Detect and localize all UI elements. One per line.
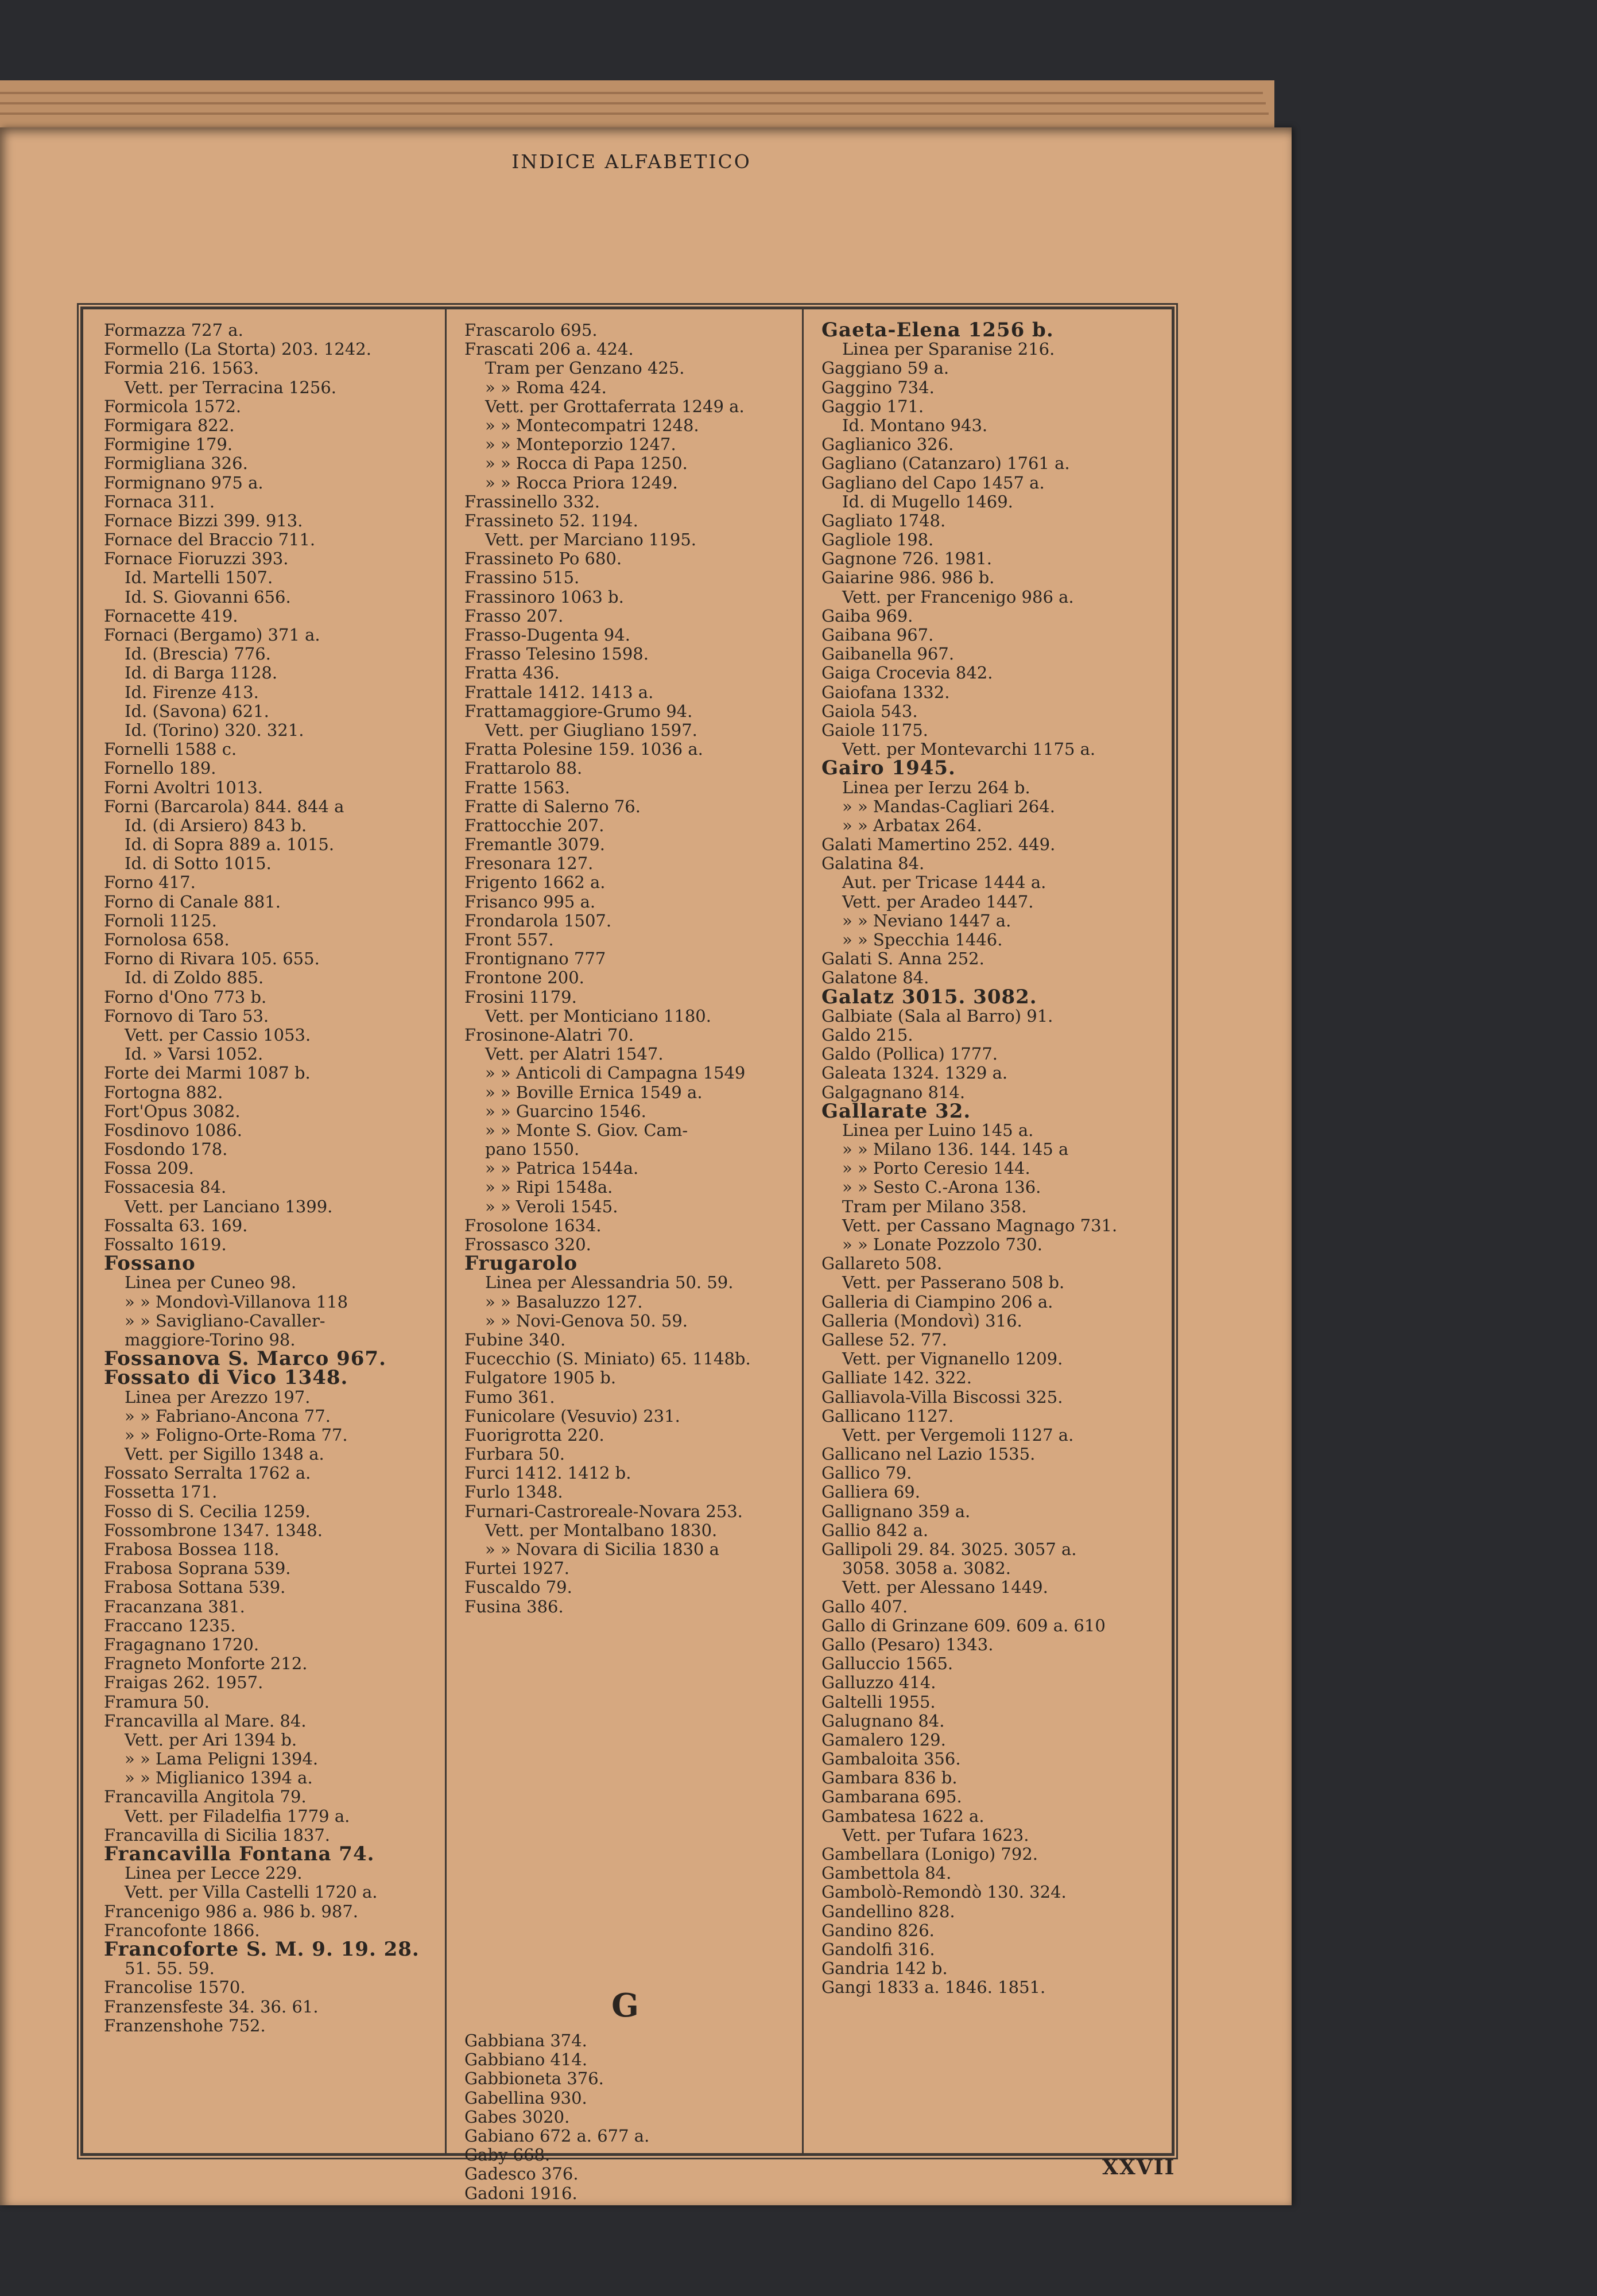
index-entry: Fraccano 1235. (104, 1615, 236, 1635)
index-entry: Furtei 1927. (464, 1558, 569, 1578)
page-edge (0, 102, 1266, 104)
index-entry: Frassinello 332. (464, 491, 600, 511)
index-entry: Frondarola 1507. (464, 910, 612, 930)
index-entry: Vett. per Sigillo 1348 a. (125, 1444, 324, 1464)
index-entry: » » Montecompatri 1248. (485, 415, 699, 435)
index-entry: Fornaci (Bergamo) 371 a. (104, 625, 320, 645)
index-entry: Vett. per Francenigo 986 a. (842, 587, 1074, 607)
index-entry: Galliavola-Villa Biscossi 325. (821, 1387, 1063, 1407)
index-entry: » » Rocca Priora 1249. (485, 472, 678, 492)
index-entry: » » Lonate Pozzolo 730. (842, 1235, 1042, 1254)
index-entry: » » Porto Ceresio 144. (842, 1158, 1030, 1178)
index-entry: Id. di Sopra 889 a. 1015. (125, 835, 335, 855)
index-entry: Vett. per Ari 1394 b. (125, 1729, 297, 1750)
index-entry: Gambatesa 1622 a. (821, 1806, 984, 1826)
index-entry: Galugnano 84. (821, 1711, 945, 1731)
index-entry: Id. di Mugello 1469. (842, 491, 1013, 511)
index-entry: Fossacesia 84. (104, 1177, 227, 1197)
index-entry: 51. 55. 59. (125, 1958, 215, 1979)
index-column-2 (464, 320, 820, 2203)
index-entry: Linea per Luino 145 a. (842, 1120, 1034, 1140)
index-entry: Galgagnano 814. (821, 1082, 966, 1102)
index-entry: Fossetta 171. (104, 1482, 218, 1502)
index-entry: Fort'Opus 3082. (104, 1101, 241, 1121)
index-entry: Gambara 836 b. (821, 1768, 958, 1788)
index-entry: Fossano (104, 1252, 196, 1275)
index-entry: Galatina 84. (821, 854, 925, 874)
index-entry: Galliate 142. 322. (821, 1368, 972, 1388)
index-entry: » » Savigliano-Cavaller- (125, 1310, 325, 1331)
index-entry: Gandellino 828. (821, 1901, 955, 1921)
index-entry: Linea per Cuneo 98. (125, 1273, 297, 1293)
index-entry: Gabellina 930. (464, 2088, 587, 2108)
index-entry: » » Lama Peligni 1394. (125, 1749, 319, 1769)
index-entry: Frasso Telesino 1598. (464, 644, 649, 664)
index-entry: Forno d'Ono 773 b. (104, 987, 267, 1007)
index-entry: Francavilla Fontana 74. (104, 1843, 375, 1865)
index-entry: Frosinone-Alatri 70. (464, 1025, 634, 1045)
index-entry: Gaiga Crocevia 842. (821, 663, 993, 683)
index-entry: Fumo 361. (464, 1387, 555, 1407)
index-column-1 (104, 321, 506, 2142)
index-entry: Gadoni 1916. (464, 2183, 577, 2203)
index-entry: Gandino 826. (821, 1920, 935, 1940)
index-entry: » » Ripi 1548a. (485, 1177, 613, 1197)
index-entry: » » Patrica 1544a. (485, 1158, 639, 1178)
index-entry: Galluccio 1565. (821, 1654, 953, 1674)
index-entry: Gambaloita 356. (821, 1749, 961, 1769)
index-entry: Aut. per Tricase 1444 a. (842, 872, 1046, 893)
index-entry: Frabosa Bossea 118. (104, 1539, 280, 1559)
index-entry: Fosdinovo 1086. (104, 1120, 242, 1140)
index-entry: Fubine 340. (464, 1329, 566, 1349)
index-entry: Linea per Alessandria 50. 59. (485, 1273, 734, 1293)
index-entry: » » Novi-Genova 50. 59. (485, 1310, 688, 1331)
index-entry: Vett. per Vignanello 1209. (842, 1349, 1063, 1369)
index-entry: Gagliato 1748. (821, 510, 946, 530)
index-entry: » » Monteporzio 1247. (485, 435, 676, 455)
index-entry: Gabbiana 374. (464, 2031, 587, 2050)
index-entry: Forno di Canale 881. (104, 891, 281, 912)
index-entry: Linea per Ierzu 264 b. (842, 777, 1030, 797)
index-entry: Francavilla al Mare. 84. (104, 1711, 307, 1731)
index-entry: Formignano 975 a. (104, 472, 263, 492)
index-entry: » » Neviano 1447 a. (842, 910, 1011, 930)
index-entry: Vett. per Grottaferrata 1249 a. (485, 396, 745, 416)
index-column-3 (821, 321, 1166, 2142)
index-entry: Vett. per Tufara 1623. (842, 1825, 1029, 1845)
index-entry: Vett. per Alatri 1547. (485, 1044, 664, 1064)
index-entry: Frigento 1662 a. (464, 872, 606, 893)
index-entry: Id. Firenze 413. (125, 682, 259, 702)
index-entry: Fossato di Vico 1348. (104, 1366, 348, 1390)
index-entry: Frasso-Dugenta 94. (464, 625, 630, 645)
index-entry: » » Arbatax 264. (842, 815, 982, 835)
index-entry: Formicola 1572. (104, 396, 242, 416)
index-entry: Id. (di Arsiero) 843 b. (125, 815, 307, 835)
index-entry: Id. Martelli 1507. (125, 568, 273, 588)
index-entry: Gallo (Pesaro) 1343. (821, 1634, 994, 1654)
index-entry: Galleria (Mondovì) 316. (821, 1310, 1022, 1331)
index-entry: Fossanova S. Marco 967. (104, 1347, 386, 1371)
index-entry: Franzenshohe 752. (104, 2015, 266, 2035)
index-entry: 3058. 3058 a. 3082. (842, 1558, 1011, 1578)
index-entry: Forni Avoltri 1013. (104, 777, 263, 797)
index-entry: Tram per Milano 358. (842, 1196, 1027, 1216)
index-entry: Fornelli 1588 c. (104, 739, 237, 759)
index-entry: Furbara 50. (464, 1444, 565, 1464)
index-entry: Francofonte 1866. (104, 1920, 260, 1940)
index-entry: Fremantle 3079. (464, 835, 605, 855)
index-entry: Frattamaggiore-Grumo 94. (464, 701, 693, 721)
index-entry: Id. di Barga 1128. (125, 663, 278, 683)
index-entry: » » Mandas-Cagliari 264. (842, 796, 1055, 816)
index-entry: Furnari-Castroreale-Novara 253. (464, 1501, 743, 1521)
index-entry: Vett. per Montevarchi 1175 a. (842, 739, 1096, 759)
index-entry: Galluzzo 414. (821, 1673, 936, 1693)
index-entry: Fossato Serralta 1762 a. (104, 1463, 311, 1483)
index-entry: Gandria 142 b. (821, 1958, 948, 1979)
index-entry: » » Basaluzzo 127. (485, 1292, 643, 1312)
index-entry: Galatz 3015. 3082. (821, 985, 1037, 1009)
index-entry: Franzensfeste 34. 36. 61. (104, 1996, 319, 2016)
section-letter: G (611, 1987, 639, 2024)
index-entry: Vett. per Cassio 1053. (125, 1025, 311, 1045)
index-entry: Frabosa Sottana 539. (104, 1577, 286, 1597)
index-entry: Vett. per Aradeo 1447. (842, 891, 1034, 912)
page-edge (0, 113, 1269, 115)
index-entry: maggiore-Torino 98. (125, 1329, 296, 1349)
index-entry: Vett. per Villa Castelli 1720 a. (125, 1882, 378, 1902)
index-entry: Francolise 1570. (104, 1977, 246, 1998)
index-entry: Id. Montano 943. (842, 415, 988, 435)
index-entry: Vett. per Giugliano 1597. (485, 720, 697, 740)
index-entry: Fornello 189. (104, 758, 216, 778)
index-entry: Id. S. Giovanni 656. (125, 587, 291, 607)
index-entry: Vett. per Alessano 1449. (842, 1577, 1048, 1597)
index-entry: Formazza 727 a. (104, 320, 243, 340)
index-entry: Gairo 1945. (821, 757, 956, 780)
index-entry: Fornolosa 658. (104, 930, 230, 949)
index-entry: Francavilla Angitola 79. (104, 1787, 307, 1807)
index-entry: Fornace Fioruzzi 393. (104, 549, 289, 569)
index-entry: Gallarate 32. (821, 1099, 971, 1123)
index-entry: Linea per Lecce 229. (125, 1863, 303, 1883)
index-entry: Vett. per Filadelfia 1779 a. (125, 1806, 350, 1826)
index-entry: » » Novara di Sicilia 1830 a (485, 1539, 719, 1559)
index-entry: Frabosa Soprana 539. (104, 1558, 291, 1578)
index-entry: Francavilla di Sicilia 1837. (104, 1825, 330, 1845)
index-entry: Fraigas 262. 1957. (104, 1673, 263, 1693)
index-entry: Frasso 207. (464, 606, 564, 626)
index-entry: Forno di Rivara 105. 655. (104, 949, 320, 969)
index-entry: Gangi 1833 a. 1846. 1851. (821, 1977, 1046, 1998)
index-entry: » » Fabriano-Ancona 77. (125, 1406, 331, 1426)
index-entry: Frontignano 777 (464, 949, 606, 969)
page-edge (0, 92, 1263, 94)
index-entry: Galati S. Anna 252. (821, 949, 984, 969)
index-entry: Gallese 52. 77. (821, 1329, 947, 1349)
index-entry: Gaiba 969. (821, 606, 913, 626)
index-entry: Gambettola 84. (821, 1863, 952, 1883)
index-entry: Gabiano 672 a. 677 a. (464, 2126, 650, 2146)
index-entry: Id. di Sotto 1015. (125, 854, 272, 874)
index-entry: Vett. per Marciano 1195. (485, 530, 697, 550)
index-entry: Fratta Polesine 159. 1036 a. (464, 739, 703, 759)
index-entry: Gaiola 543. (821, 701, 918, 721)
index-entry: Galatone 84. (821, 968, 929, 988)
index-entry: Gallignano 359 a. (821, 1501, 971, 1521)
index-entry: Gallipoli 29. 84. 3025. 3057 a. (821, 1539, 1077, 1559)
index-entry: Formigara 822. (104, 415, 235, 435)
index-entry: Frassinoro 1063 b. (464, 587, 624, 607)
index-entry: Gaby 668. (464, 2145, 551, 2165)
index-entry: Id. » Varsi 1052. (125, 1044, 263, 1064)
index-entry: » » Guarcino 1546. (485, 1101, 646, 1121)
index-entry: Galbiate (Sala al Barro) 91. (821, 1006, 1053, 1026)
index-entry: Frascati 206 a. 424. (464, 339, 634, 359)
index-entry: Vett. per Montalbano 1830. (485, 1520, 718, 1540)
index-entry: Fossa 209. (104, 1158, 194, 1178)
index-entry: Gagliano (Catanzaro) 1761 a. (821, 453, 1070, 474)
index-entry: Galeata 1324. 1329 a. (821, 1063, 1008, 1083)
index-entry: Gagnone 726. 1981. (821, 549, 993, 569)
index-entry: » » Mondovì-Villanova 118 (125, 1292, 348, 1312)
index-entry: Galliera 69. (821, 1482, 920, 1502)
index-entry: Formello (La Storta) 203. 1242. (104, 339, 371, 359)
index-entry: » » Rocca di Papa 1250. (485, 453, 688, 474)
index-entry: Gaibana 967. (821, 625, 934, 645)
index-entry: Galleria di Ciampino 206 a. (821, 1292, 1053, 1312)
index-entry: Vett. per Lanciano 1399. (125, 1196, 333, 1216)
index-entry: Linea per Sparanise 216. (842, 339, 1055, 359)
index-entry: Fossombrone 1347. 1348. (104, 1520, 323, 1540)
index-entry: Gaiarine 986. 986 b. (821, 568, 995, 588)
index-entry: Frontone 200. (464, 968, 584, 988)
index-entry: Gallico 79. (821, 1463, 912, 1483)
index-entry: Vett. per Passerano 508 b. (842, 1273, 1065, 1293)
index-entry: Frassineto 52. 1194. (464, 510, 638, 530)
index-entry: Front 557. (464, 930, 554, 949)
index-entry: Gambellara (Lonigo) 792. (821, 1844, 1038, 1864)
index-entry: Fusina 386. (464, 1596, 564, 1616)
index-entry: Gaggio 171. (821, 396, 924, 416)
index-entry: » » Boville Ernica 1549 a. (485, 1082, 703, 1102)
index-entry: Id. (Savona) 621. (125, 701, 269, 721)
index-entry: Fucecchio (S. Miniato) 65. 1148b. (464, 1349, 751, 1369)
page-title: INDICE ALFABETICO (511, 150, 751, 173)
index-entry: Gabbiano 414. (464, 2050, 588, 2070)
index-entry: Fresonara 127. (464, 854, 594, 874)
index-entry: Frugarolo (464, 1252, 578, 1275)
index-entry: Fragneto Monforte 212. (104, 1654, 308, 1674)
index-entry: Linea per Arezzo 197. (125, 1387, 311, 1407)
index-entry: Fosdondo 178. (104, 1139, 228, 1159)
index-entry: Galati Mamertino 252. 449. (821, 835, 1056, 855)
index-entry: Francenigo 986 a. 986 b. 987. (104, 1901, 358, 1921)
index-entry: Vett. per Cassano Magnago 731. (842, 1215, 1118, 1235)
index-entry: Gamalero 129. (821, 1729, 946, 1750)
index-entry: Gallo 407. (821, 1596, 908, 1616)
index-entry: Forni (Barcarola) 844. 844 a (104, 796, 344, 816)
index-entry: Gaiofana 1332. (821, 682, 950, 702)
index-entry: Fuorigrotta 220. (464, 1425, 604, 1445)
index-entry: Fornoli 1125. (104, 910, 217, 930)
index-entry: Frascarolo 695. (464, 320, 598, 340)
index-entry: Id. (Torino) 320. 321. (125, 720, 304, 740)
index-entry: Fratta 436. (464, 663, 560, 683)
index-entry: Gallio 842 a. (821, 1520, 929, 1540)
index-entry: Formia 216. 1563. (104, 358, 259, 378)
index-entry: Fratte di Salerno 76. (464, 796, 641, 816)
index-entry: » » Anticoli di Campagna 1549 (485, 1063, 746, 1083)
index-entry: Formigine 179. (104, 435, 233, 455)
index-entry: Gallicano 1127. (821, 1406, 954, 1426)
index-entry: Formigliana 326. (104, 453, 248, 474)
index-entry: » » Miglianico 1394 a. (125, 1768, 313, 1788)
index-entry: Francoforte S. M. 9. 19. 28. (104, 1937, 420, 1961)
index-entry: Gaggino 734. (821, 377, 935, 397)
index-entry: Fornaca 311. (104, 491, 215, 511)
index-entry: Gaglianico 326. (821, 435, 954, 455)
index-entry: Gaggiano 59 a. (821, 358, 949, 378)
index-entry: Vett. per Vergemoli 1127 a. (842, 1425, 1074, 1445)
index-entry: » » Sesto C.-Arona 136. (842, 1177, 1041, 1197)
index-entry: Gallareto 508. (821, 1254, 943, 1274)
index-entry: Fracanzana 381. (104, 1596, 245, 1616)
index-entry: Tram per Genzano 425. (485, 358, 685, 378)
index-entry: Fornacette 419. (104, 606, 238, 626)
index-entry: Gambarana 695. (821, 1787, 962, 1807)
index-entry: Gaeta-Elena 1256 b. (821, 319, 1054, 342)
index-entry: Galdo 215. (821, 1025, 913, 1045)
index-entry: Gaiole 1175. (821, 720, 928, 740)
index-entry: Frisanco 995 a. (464, 891, 596, 912)
index-entry: Gagliole 198. (821, 530, 934, 550)
index-entry: Fuscaldo 79. (464, 1577, 572, 1597)
index-entry: Fossalta 63. 169. (104, 1215, 248, 1235)
index-entry: Gallo di Grinzane 609. 609 a. 610 (821, 1615, 1106, 1635)
index-entry: Gandolfi 316. (821, 1939, 935, 1959)
index-entry: Frosolone 1634. (464, 1215, 602, 1235)
index-entry: Gabbioneta 376. (464, 2069, 604, 2089)
index-entry: Gadesco 376. (464, 2164, 579, 2184)
index-entry: Fragagnano 1720. (104, 1634, 259, 1654)
index-entry: Framura 50. (104, 1692, 210, 1712)
index-entry: Fulgatore 1905 b. (464, 1368, 617, 1388)
index-entry: Gaibanella 967. (821, 644, 955, 664)
index-entry: Fornace del Braccio 711. (104, 530, 316, 550)
index-entry: Fornovo di Taro 53. (104, 1006, 269, 1026)
index-entry: » » Veroli 1545. (485, 1196, 618, 1216)
index-entry: Forte dei Marmi 1087 b. (104, 1063, 311, 1083)
index-entry: » » Monte S. Giov. Cam- (485, 1120, 688, 1140)
index-entry: Frattarolo 88. (464, 758, 583, 778)
index-entry: Fratte 1563. (464, 777, 570, 797)
index-entry: Gallicano nel Lazio 1535. (821, 1444, 1036, 1464)
index-entry: Fossalto 1619. (104, 1235, 227, 1254)
index-entry: Vett. per Monticiano 1180. (485, 1006, 711, 1026)
index-entry: Galdo (Pollica) 1777. (821, 1044, 998, 1064)
index-entry: Frattocchie 207. (464, 815, 604, 835)
index-entry: Fornace Bizzi 399. 913. (104, 510, 303, 530)
index-entry: » » Specchia 1446. (842, 930, 1003, 949)
index-entry: Gagliano del Capo 1457 a. (821, 472, 1045, 492)
index-entry: Furlo 1348. (464, 1482, 563, 1502)
index-entry: Frassino 515. (464, 568, 580, 588)
page-number: XXVII (1102, 2155, 1176, 2179)
index-entry: Frassineto Po 680. (464, 549, 622, 569)
index-entry: Fosso di S. Cecilia 1259. (104, 1501, 311, 1521)
index-entry: Gambolò-Remondò 130. 324. (821, 1882, 1067, 1902)
index-entry: Funicolare (Vesuvio) 231. (464, 1406, 680, 1426)
index-entry: Forno 417. (104, 872, 196, 893)
index-entry: Frossasco 320. (464, 1235, 591, 1254)
index-entry: Id. di Zoldo 885. (125, 968, 264, 988)
index-entry: Frosini 1179. (464, 987, 577, 1007)
index-entry: Gabes 3020. (464, 2107, 570, 2127)
index-entry: Furci 1412. 1412 b. (464, 1463, 631, 1483)
index-entry: Fortogna 882. (104, 1082, 223, 1102)
index-entry: Id. (Brescia) 776. (125, 644, 271, 664)
index-entry: pano 1550. (485, 1139, 580, 1159)
index-entry: » » Foligno-Orte-Roma 77. (125, 1425, 348, 1445)
index-entry: » » Milano 136. 144. 145 a (842, 1139, 1069, 1159)
index-entry: Frattale 1412. 1413 a. (464, 682, 654, 702)
index-entry: » » Roma 424. (485, 377, 607, 397)
index-entry: Galtelli 1955. (821, 1692, 936, 1712)
index-entry: Vett. per Terracina 1256. (125, 377, 336, 397)
